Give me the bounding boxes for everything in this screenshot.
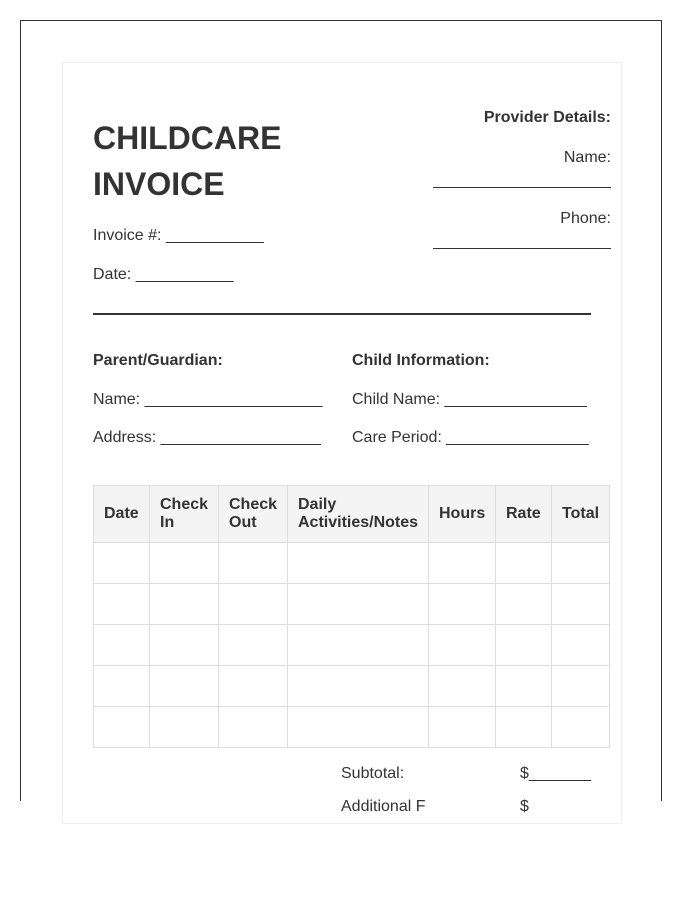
child-information-heading: Child Information: <box>352 352 490 369</box>
table-cell <box>496 584 552 625</box>
table-cell <box>496 625 552 666</box>
care-period-field: Care Period: ________________ <box>352 429 589 446</box>
table-cell <box>429 584 496 625</box>
table-header-row <box>94 486 610 543</box>
table-cell <box>552 666 610 707</box>
subtotal-value: $_______ <box>520 765 592 782</box>
page-frame <box>20 20 662 815</box>
invoice-sheet <box>62 62 622 824</box>
header-divider <box>93 313 591 315</box>
table-row <box>94 666 610 707</box>
table-cell <box>94 543 150 584</box>
table-cell <box>288 584 429 625</box>
table-cell <box>150 543 219 584</box>
table-cell <box>219 707 288 748</box>
column-header-rate: Rate <box>496 486 552 543</box>
table-cell <box>496 543 552 584</box>
attendance-table-wrapper <box>93 485 609 748</box>
table-cell <box>150 584 219 625</box>
provider-name-line <box>433 187 611 188</box>
parent-guardian-heading: Parent/Guardian: <box>93 352 223 369</box>
invoice-title <box>93 115 333 207</box>
table-cell <box>94 584 150 625</box>
table-cell <box>496 666 552 707</box>
table-cell <box>150 707 219 748</box>
table-cell <box>288 707 429 748</box>
table-cell <box>429 625 496 666</box>
table-cell <box>94 707 150 748</box>
table-cell <box>552 625 610 666</box>
provider-name-label: Name: <box>563 149 611 166</box>
table-cell <box>288 543 429 584</box>
table-cell <box>219 543 288 584</box>
subtotal-label: Subtotal: <box>341 765 405 782</box>
table-cell <box>150 625 219 666</box>
column-header-total: Total <box>552 486 610 543</box>
additional-fees-label: Additional F <box>341 798 426 815</box>
column-header-activities: Daily Activities/Notes <box>288 486 429 543</box>
table-cell <box>552 543 610 584</box>
table-cell <box>552 707 610 748</box>
table-cell <box>429 707 496 748</box>
table-cell <box>429 666 496 707</box>
table-cell <box>288 666 429 707</box>
child-name-field: Child Name: ________________ <box>352 391 587 408</box>
table-row <box>94 543 610 584</box>
provider-phone-label: Phone: <box>560 210 611 227</box>
table-cell <box>219 625 288 666</box>
invoice-title-line-2: INVOICE <box>93 166 225 202</box>
parent-name-field: Name: ____________________ <box>93 391 323 408</box>
invoice-date-field: Date: ___________ <box>93 266 234 283</box>
parent-address-field: Address: __________________ <box>93 429 321 446</box>
column-header-check-out: Check Out <box>219 486 288 543</box>
provider-phone-line <box>433 248 611 249</box>
table-row <box>94 625 610 666</box>
table-cell <box>552 584 610 625</box>
table-cell <box>219 584 288 625</box>
provider-details-heading: Provider Details: <box>483 109 611 126</box>
attendance-table <box>93 485 610 748</box>
column-header-check-in: Check In <box>150 486 219 543</box>
table-row <box>94 584 610 625</box>
invoice-title-line-1: CHILDCARE <box>93 120 282 156</box>
table-cell <box>94 625 150 666</box>
table-cell <box>219 666 288 707</box>
table-row <box>94 707 610 748</box>
table-cell <box>429 543 496 584</box>
table-cell <box>150 666 219 707</box>
column-header-date: Date <box>94 486 150 543</box>
column-header-hours: Hours <box>429 486 496 543</box>
additional-fees-value: $ <box>520 798 529 815</box>
table-cell <box>94 666 150 707</box>
table-cell <box>288 625 429 666</box>
table-cell <box>496 707 552 748</box>
invoice-number-field: Invoice #: ___________ <box>93 227 264 244</box>
